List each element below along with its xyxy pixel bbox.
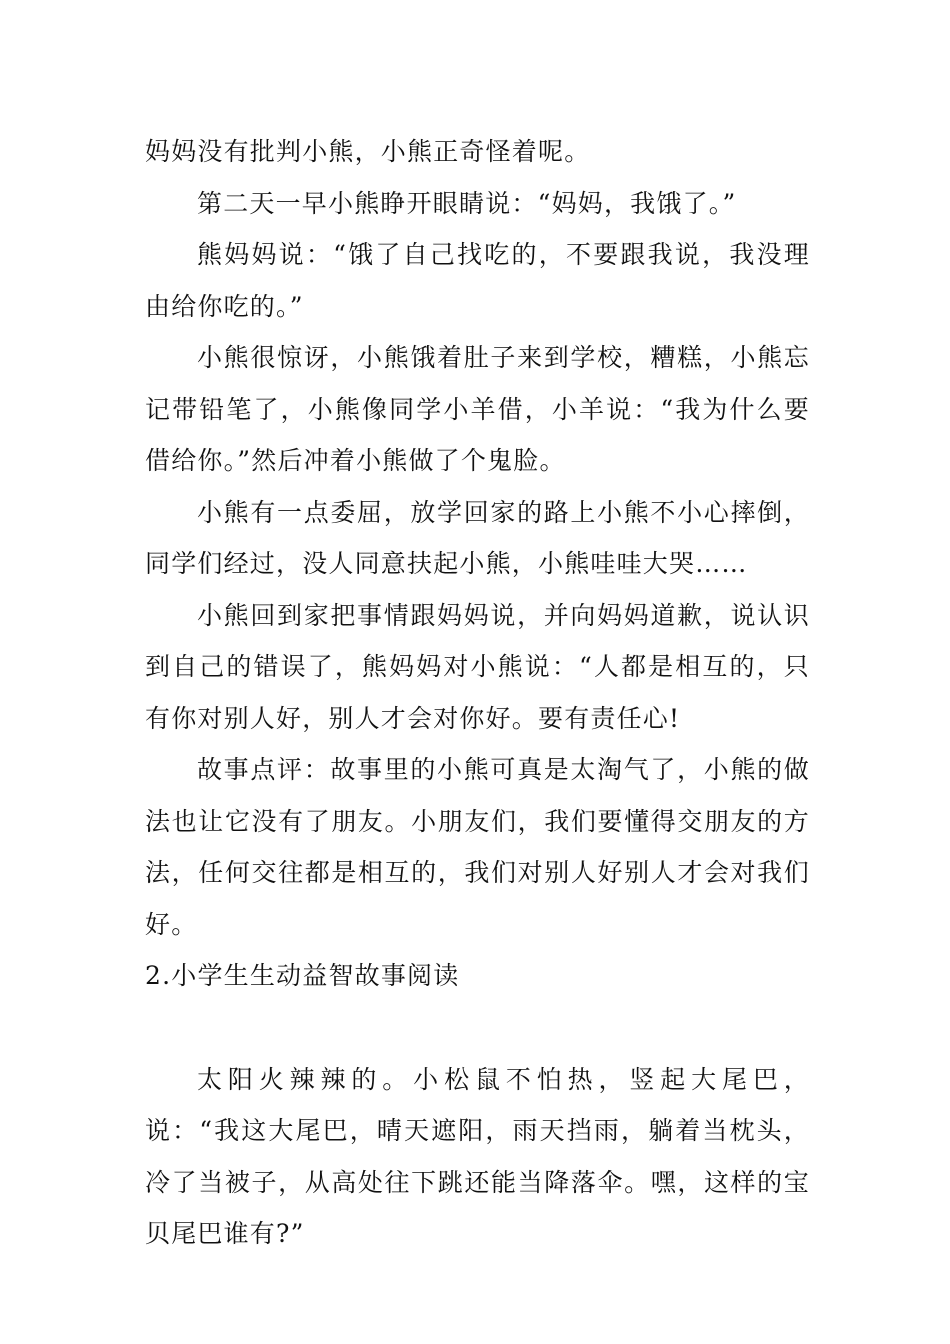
paragraph: 小熊回到家把事情跟妈妈说，并向妈妈道歉，说认识到自己的错误了，熊妈妈对小熊说：“人都是相互的，只有你对别人好，别人才会对你好。要有责任心! [145,600,810,733]
paragraph: 故事点评：故事里的小熊可真是太淘气了，小熊的做法也让它没有了朋友。小朋友们，我们要懂得交朋友的方法，任何交往都是相互的，我们对别人好别人才会对我们好。 [145,755,810,939]
paragraph: 太阳火辣辣的。小松鼠不怕热，竖起大尾巴，说：“我这大尾巴，晴天遮阳，雨天挡雨，躺着当枕头，冷了当被子，从高处往下跳还能当降落伞。嘿，这样的宝贝尾巴谁有?” [145,1064,810,1248]
paragraph: 第二天一早小熊睁开眼睛说：“妈妈，我饿了。” [197,188,737,218]
section-heading: 2.小学生生动益智故事阅读 [145,961,460,990]
paragraph-continuation: 妈妈没有批判小熊，小熊正奇怪着呢。 [145,137,591,166]
document-body [145,126,810,1260]
spacer [145,1002,810,1054]
paragraph: 熊妈妈说：“饿了自己找吃的，不要跟我说，我没理由给你吃的。” [145,240,810,321]
paragraph: 小熊很惊讶，小熊饿着肚子来到学校，糟糕，小熊忘记带铅笔了，小熊像同学小羊借，小羊说：“我为什么要借给你。”然后冲着小熊做了个鬼脸。 [145,343,810,475]
paragraph: 小熊有一点委屈，放学回家的路上小熊不小心摔倒，同学们经过，没人同意扶起小熊，小熊哇哇大哭…… [145,497,810,578]
